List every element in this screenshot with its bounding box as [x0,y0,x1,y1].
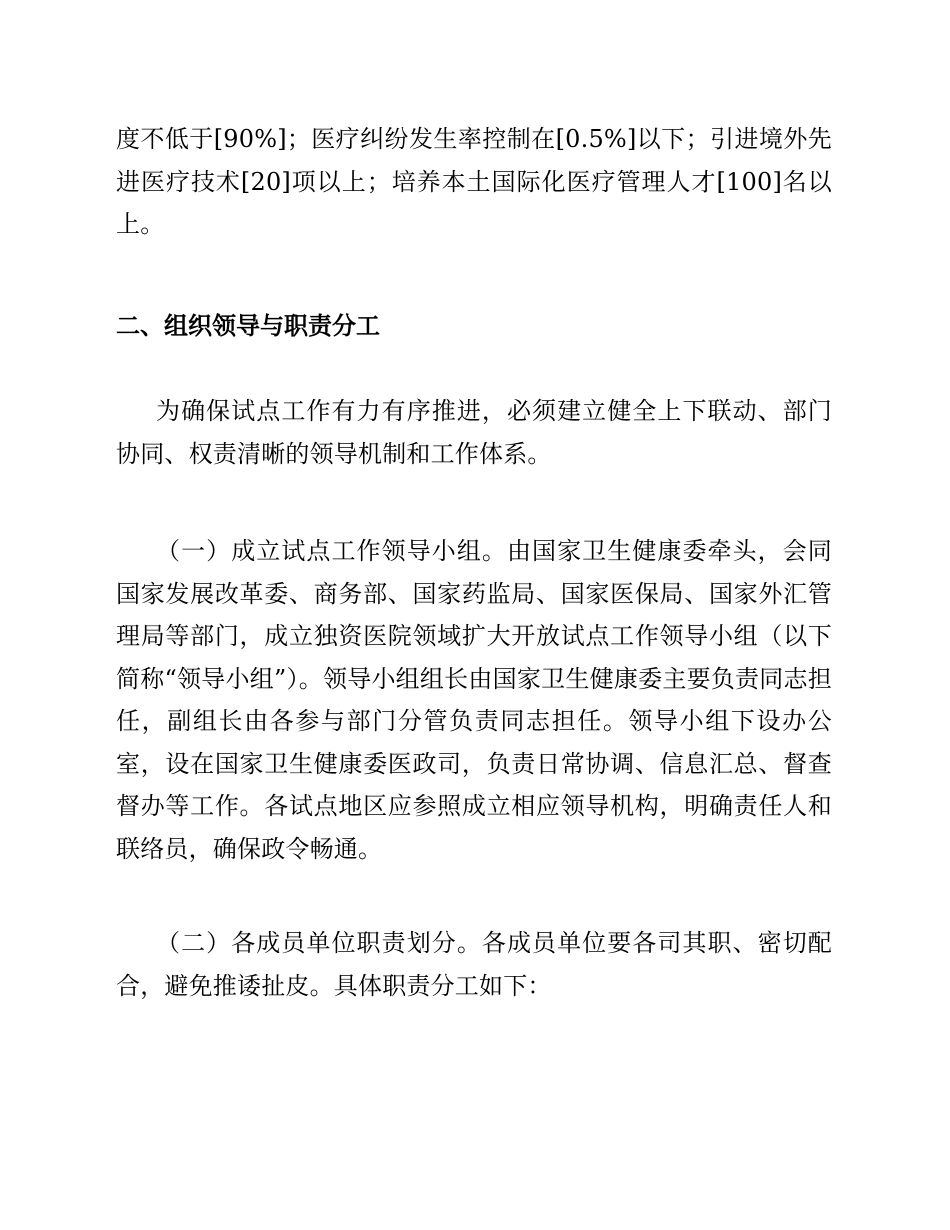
paragraph-intro: 为确保试点工作有力有序推进，必须建立健全上下联动、部门协同、权责清晰的领导机制和工作体系。 [116,397,832,468]
paragraph-continued: 度不低于[90%]；医疗纠纷发生率控制在[0.5%]以下；引进境外先进医疗技术[20]项以上；培养本土国际化医疗管理人才[100]名以上。 [116,125,832,238]
paragraph-item-2: （二）各成员单位职责划分。各成员单位要各司其职、密切配合，避免推诿扯皮。具体职责分工如下： [116,929,832,1000]
section-heading: 二、组织领导与职责分工 [116,312,380,340]
paragraph-item-1: （一）成立试点工作领导小组。由国家卫生健康委牵头，会同国家发展改革委、商务部、国家药监局、国家医保局、国家外汇管理局等部门，成立独资医院领域扩大开放试点工作领导小组（以下简称“领导小组”）。领导小组组长由国家卫生健康委主要负责同志担任，副组长由各参与部门分管负责同志担任。领导小组下设办公室，设在国家卫生健康委医政司，负责日常协调、信息汇总、督查督办等工作。各试点地区应参照成立相应领导机构，明确责任人和联络员，确保政令畅通。 [116,537,832,863]
